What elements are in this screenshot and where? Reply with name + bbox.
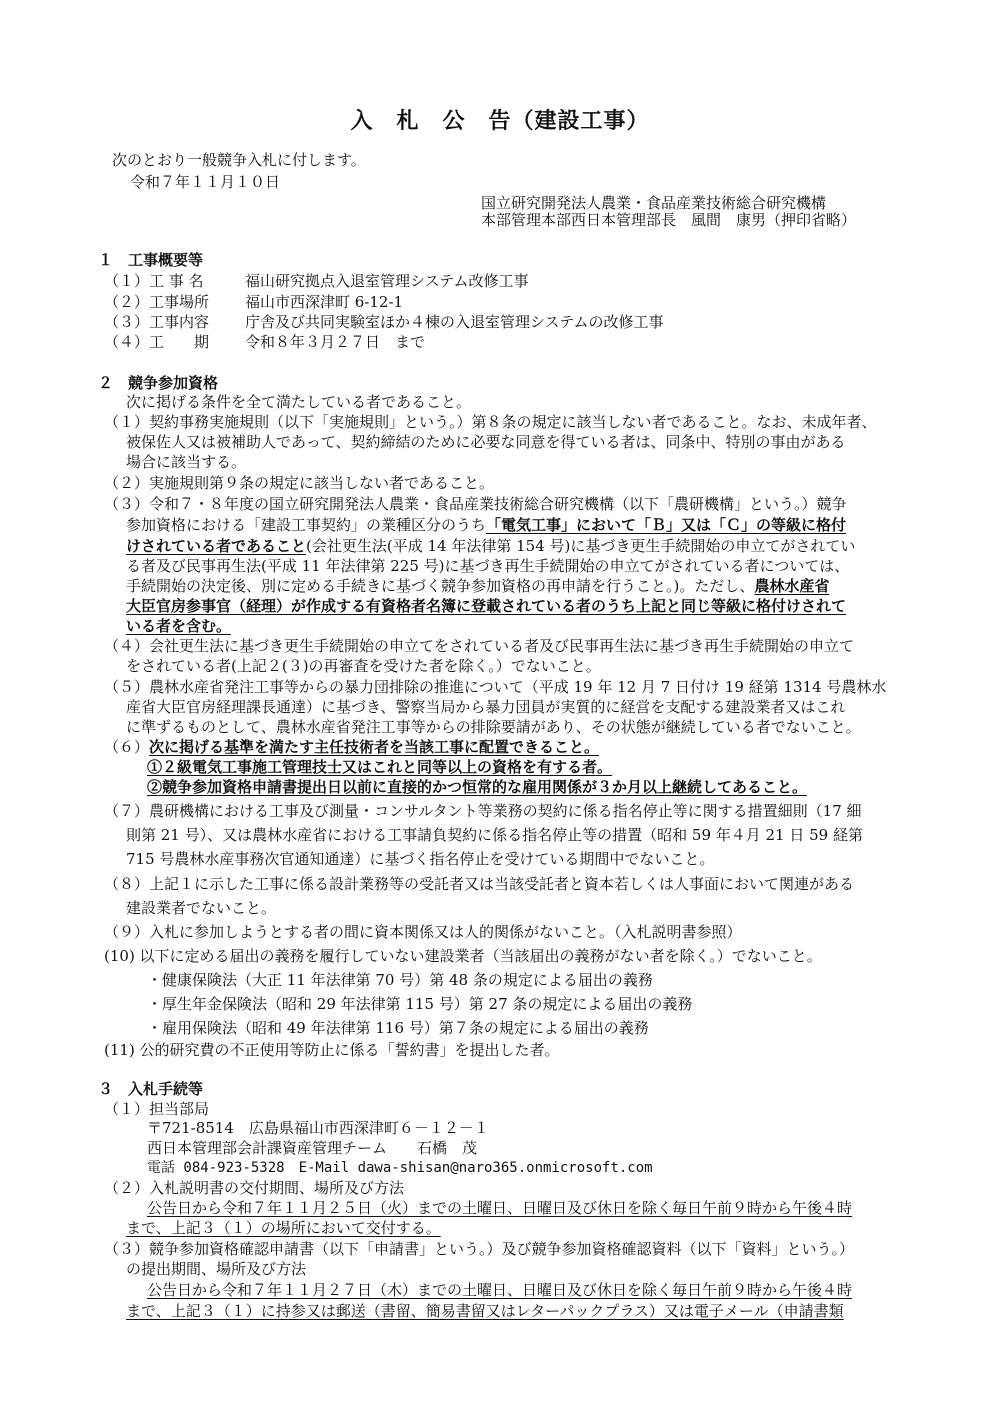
- qual-6-criterion-2: ②競争参加資格申請書提出日以前に直接的かつ恒常的な雇用関係が３か月以上継続してあること。: [147, 778, 808, 796]
- contact-department: 西日本管理部会計課資産管理チーム 石橋 茂: [147, 1139, 478, 1157]
- contact-address: 〒721-8514 広島県福山市西深津町６－１２－１: [147, 1119, 489, 1137]
- section-2-heading: ２ 競争参加資格: [98, 374, 219, 392]
- qual-6-text: 次に掲げる基準を満たす主任技術者を当該工事に配置できること。: [149, 738, 600, 756]
- work-name-value: 福山研究拠点入退室管理システム改修工事: [245, 272, 529, 290]
- work-period-label: （４）工 期: [104, 333, 210, 351]
- qual-10-item: ・健康保険法（大正 11 年法律第 70 号）第 48 条の規定による届出の義務: [147, 971, 653, 989]
- qual-6-criterion-1: ①２級電気工事施工管理技士又はこれと同等以上の資格を有する者。: [147, 758, 613, 776]
- qual-6-label: （６）: [104, 738, 150, 756]
- section-2-lead: 次に掲げる条件を全て満たしている者であること。: [126, 393, 472, 411]
- qual-3-text: 参加資格における「建設工事契約」の業種区分のうち: [126, 516, 487, 534]
- intro-text: 次のとおり一般競争入札に付します。: [112, 151, 366, 169]
- section-3-heading: ３ 入札手続等: [98, 1080, 204, 1098]
- qual-7-line: 715 号農林水産事務次官通知通達）に基づく指名停止を受けている期間中でないこと。: [126, 850, 715, 868]
- qual-6-line: [104, 737, 599, 757]
- qual-3-line: [126, 576, 829, 596]
- qual-1-line: 場合に該当する。: [126, 453, 247, 471]
- qual-1-line: 被保佐人又は被補助人であって、契約締結のために必要な同意を得ている者は、同条中、特別の事由がある: [126, 433, 846, 451]
- qual-9-line: （９）入札に参加しようとする者の間に資本関係又は人的関係がないこと。（入札説明書参照）: [104, 923, 742, 941]
- proc-2-detail: 公告日から令和７年１１月２５日（火）までの土曜日、日曜日及び休日を除く毎日午前９時から午後４時: [147, 1199, 853, 1217]
- work-period-value: 令和８年３月２７日 まで: [245, 333, 426, 351]
- qual-10-item: ・厚生年金保険法（昭和 29 年法律第 115 号）第 27 条の規定による届出の義務: [147, 995, 693, 1013]
- qual-7-line: （７）農研機構における工事及び測量・コンサルタント等業務の契約に係る指名停止等に関する措置細則（17 細: [104, 802, 862, 820]
- work-name-label: （１）工 事 名: [104, 272, 204, 290]
- work-place-value: 福山市西深津町 6-12-1: [245, 293, 404, 311]
- proc-3-detail: まで、上記３（１）に持参又は郵送（書留、簡易書留又はレターパックプラス）又は電子メール（申請書類: [126, 1302, 844, 1320]
- proc-3-line: の提出期間、場所及び方法: [126, 1260, 307, 1278]
- proc-2-line: （２）入札説明書の交付期間、場所及び方法: [104, 1179, 405, 1197]
- proc-2-detail: まで、上記３（１）の場所において交付する。: [126, 1219, 441, 1237]
- qual-8-line: （８）上記１に示した工事に係る設計業務等の受託者又は当該受託者と資本若しくは人事面において関連がある: [104, 875, 855, 893]
- qual-3-emphasis: 農林水産省: [754, 577, 830, 595]
- qual-10-item: ・雇用保険法（昭和 49 年法律第 116 号）第７条の規定による届出の義務: [147, 1019, 649, 1037]
- qual-10-line: (10) 以下に定める届出の義務を履行していない建設業者（当該届出の義務がない者を除く。）でないこと。: [104, 947, 822, 965]
- qual-3-line: （３）令和７・８年度の国立研究開発法人農業・食品産業技術総合研究機構（以下「農研機構」という。）競争: [104, 495, 847, 513]
- page-title: 入 札 公 告（建設工事）: [350, 108, 650, 134]
- proc-3-line: （３）競争参加資格確認申請書（以下「申請書」という。）及び競争参加資格確認資料（以下「資料」という。）: [104, 1240, 855, 1258]
- qual-1-line: （１）契約事務実施規則（以下「実施規則」という。）第８条の規定に該当しない者であること。なお、未成年者、: [104, 413, 877, 431]
- qual-3-emphasis: けされている者であること: [126, 537, 307, 555]
- work-content-value: 庁舎及び共同実験室ほか４棟の入退室管理システムの改修工事: [245, 313, 664, 331]
- qual-3-emphasis: いる者を含む。: [126, 617, 232, 635]
- section-1-heading: １ 工事概要等: [98, 251, 204, 269]
- work-place-label: （２）工事場所: [104, 293, 210, 311]
- qual-3-text: 手続開始の決定後、別に定める手続きに基づく競争参加資格の再申請を行うこと。)。ただし、: [126, 577, 755, 595]
- qual-4-line: をされている者(上記２(３)の再審査を受けた者を除く。）でないこと。: [126, 657, 601, 675]
- contact-phone-email: 電話 084-923-5328 E-Mail dawa-shisan@naro365.onmicrosoft.com: [147, 1160, 653, 1176]
- qual-8-line: 建設業者でないこと。: [126, 899, 277, 917]
- qual-3-line: [126, 536, 855, 556]
- qual-4-line: （４）会社更生法に基づき更生手続開始の申立てをされている者及び民事再生法に基づき再生手続開始の申立て: [104, 637, 855, 655]
- proc-1-line: （１）担当部局: [104, 1100, 210, 1118]
- qual-3-line: る者及び民事再生法(平成 11 年法律第 225 号)に基づき再生手続開始の申立てがされている者については、: [126, 557, 850, 575]
- qual-3-emphasis: 「電気工事」において「Ｂ」又は「Ｃ」の等級に格付: [486, 516, 847, 534]
- qual-3-emphasis: 大臣官房参事官（経理）が作成する有資格者名簿に登載されている者のうち上記と同じ等級に格付けされて: [126, 597, 847, 615]
- proc-3-detail: 公告日から令和７年１１月２７日（木）までの土曜日、日曜日及び休日を除く毎日午前９時から午後４時: [147, 1281, 853, 1299]
- qual-3-line: [126, 515, 846, 535]
- work-content-label: （３）工事内容: [104, 313, 210, 331]
- qual-5-line: に準ずるものとして、農林水産省発注工事等からの排除要請があり、その状態が継続している者でないこと。: [126, 718, 861, 736]
- qual-7-line: 則第 21 号）、又は農林水産省における工事請負契約に係る指名停止等の措置（昭和 59 年４月 21 日 59 経第: [126, 826, 863, 844]
- qual-3-text: (会社更生法(平成 14 年法律第 154 号)に基づき更生手続開始の申立てがされてい: [306, 537, 856, 555]
- notice-date: 令和７年１１月１０日: [130, 173, 281, 191]
- qual-5-line: （５）農林水産省発注工事等からの暴力団排除の推進について（平成 19 年 12 月 7 日付け 19 経第 1314 号農林水: [104, 678, 887, 696]
- issuer-person: 本部管理本部西日本管理部長 風間 康男（押印省略）: [481, 211, 857, 229]
- qual-5-line: 産省大臣官房経理課長通達）に基づき、警察当局から暴力団員が実質的に経営を支配する建設業者又はこれ: [126, 698, 846, 716]
- qual-2-line: （２）実施規則第９条の規定に該当しない者であること。: [104, 474, 495, 492]
- qual-11-line: (11) 公的研究費の不正使用等防止に係る「誓約書」を提出した者。: [104, 1041, 560, 1059]
- issuer-organization: 国立研究開発法人農業・食品産業技術総合研究機構: [481, 194, 827, 212]
